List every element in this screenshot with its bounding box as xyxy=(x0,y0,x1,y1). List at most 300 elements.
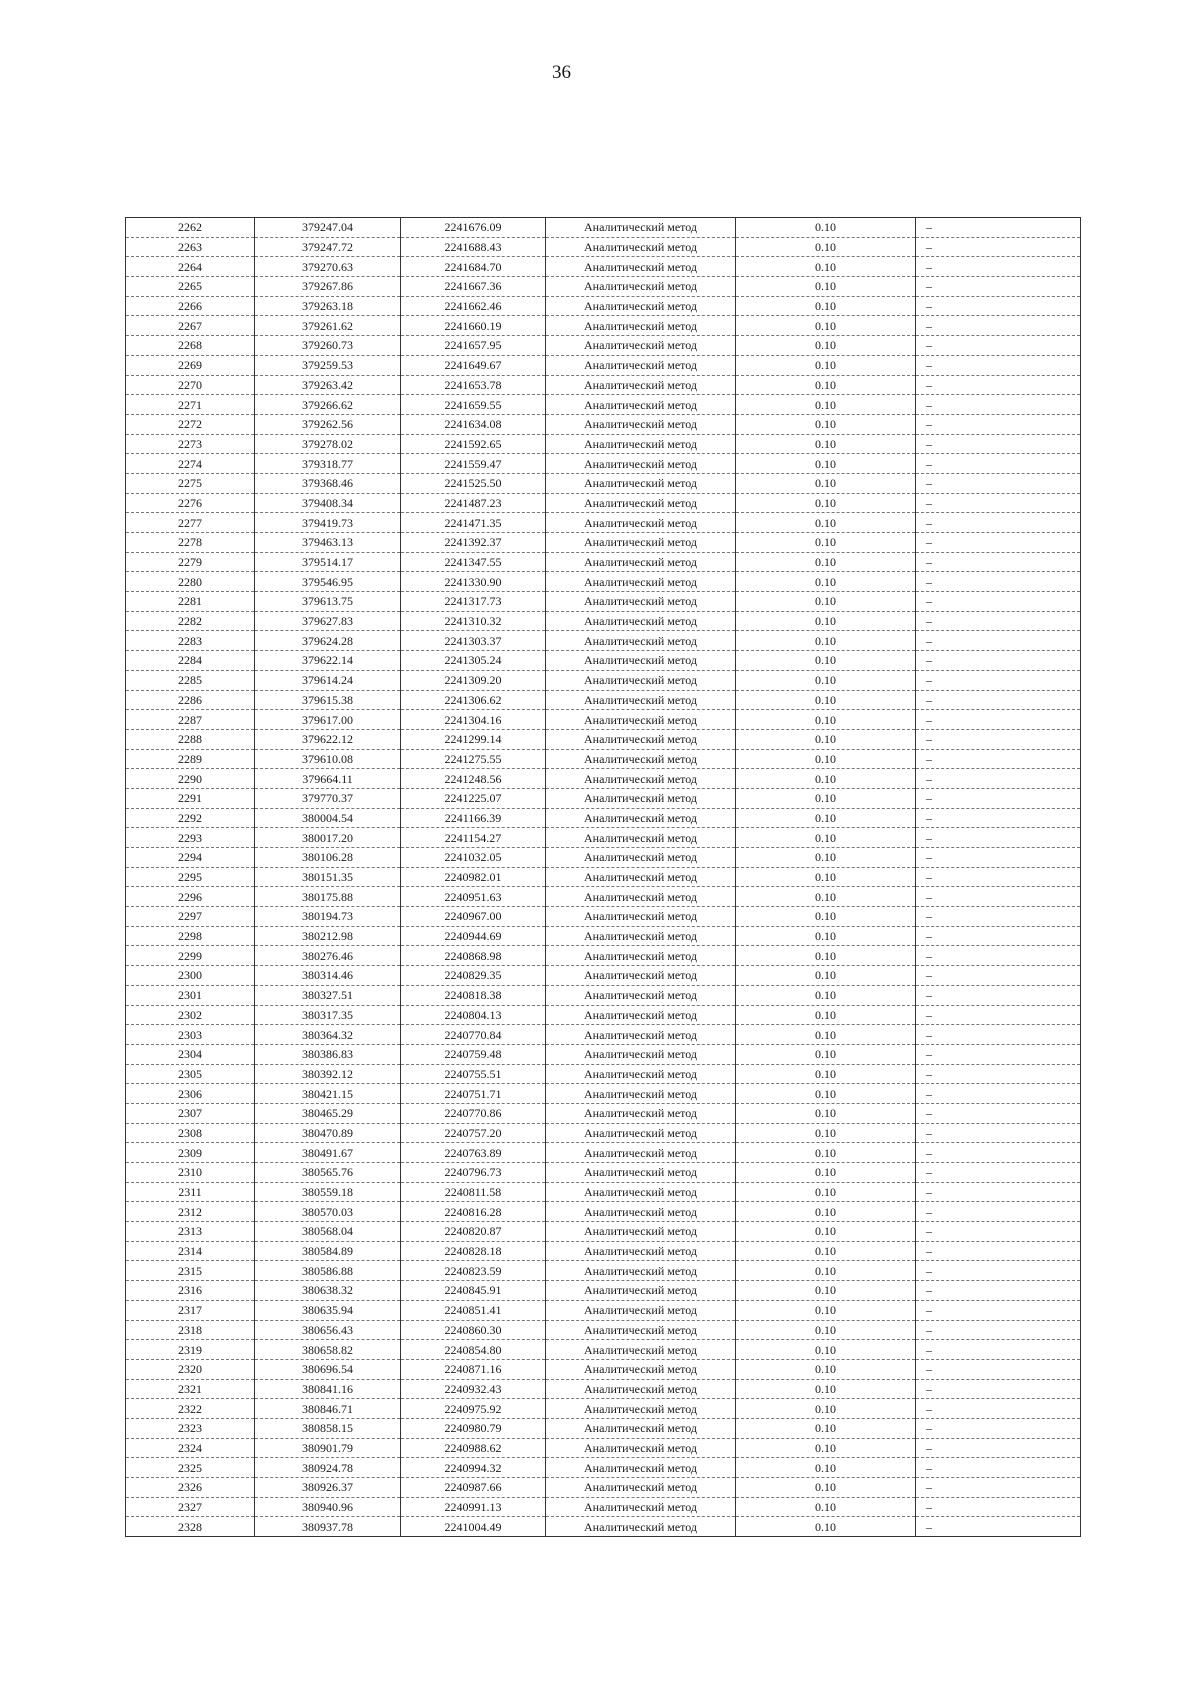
table-row xyxy=(126,1458,1081,1478)
table-row xyxy=(126,985,1081,1005)
point-number-cell: 2268 xyxy=(126,336,255,356)
accuracy-cell: 0.10 xyxy=(736,414,916,434)
x-coordinate-cell: 380421.15 xyxy=(255,1084,401,1104)
y-coordinate-cell: 2241166.39 xyxy=(401,808,546,828)
accuracy-cell: 0.10 xyxy=(736,1163,916,1183)
x-coordinate-cell: 380470.89 xyxy=(255,1123,401,1143)
table-row xyxy=(126,1359,1081,1379)
table-row xyxy=(126,375,1081,395)
accuracy-cell: 0.10 xyxy=(736,1182,916,1202)
y-coordinate-cell: 2241275.55 xyxy=(401,749,546,769)
note-cell: – xyxy=(916,336,1081,356)
table-row xyxy=(126,749,1081,769)
x-coordinate-cell: 379259.53 xyxy=(255,355,401,375)
x-coordinate-cell: 380212.98 xyxy=(255,926,401,946)
table-row xyxy=(126,1103,1081,1123)
table-row xyxy=(126,1044,1081,1064)
x-coordinate-cell: 379419.73 xyxy=(255,513,401,533)
note-cell: – xyxy=(916,1025,1081,1045)
x-coordinate-cell: 379263.42 xyxy=(255,375,401,395)
method-cell: Аналитический метод xyxy=(546,631,736,651)
x-coordinate-cell: 380696.54 xyxy=(255,1359,401,1379)
table-row xyxy=(126,611,1081,631)
note-cell: – xyxy=(916,1478,1081,1498)
point-number-cell: 2320 xyxy=(126,1359,255,1379)
note-cell: – xyxy=(916,1044,1081,1064)
y-coordinate-cell: 2241330.90 xyxy=(401,572,546,592)
accuracy-cell: 0.10 xyxy=(736,1123,916,1143)
point-number-cell: 2283 xyxy=(126,631,255,651)
method-cell: Аналитический метод xyxy=(546,316,736,336)
point-number-cell: 2280 xyxy=(126,572,255,592)
x-coordinate-cell: 379266.62 xyxy=(255,395,401,415)
point-number-cell: 2317 xyxy=(126,1300,255,1320)
x-coordinate-cell: 379664.11 xyxy=(255,769,401,789)
table-row xyxy=(126,1202,1081,1222)
point-number-cell: 2313 xyxy=(126,1222,255,1242)
accuracy-cell: 0.10 xyxy=(736,1064,916,1084)
table-row xyxy=(126,473,1081,493)
note-cell: – xyxy=(916,926,1081,946)
accuracy-cell: 0.10 xyxy=(736,1281,916,1301)
note-cell: – xyxy=(916,218,1081,238)
y-coordinate-cell: 2241304.16 xyxy=(401,710,546,730)
x-coordinate-cell: 380841.16 xyxy=(255,1379,401,1399)
method-cell: Аналитический метод xyxy=(546,1281,736,1301)
table-row xyxy=(126,1517,1081,1537)
x-coordinate-cell: 379261.62 xyxy=(255,316,401,336)
point-number-cell: 2282 xyxy=(126,611,255,631)
note-cell: – xyxy=(916,670,1081,690)
y-coordinate-cell: 2240851.41 xyxy=(401,1300,546,1320)
point-number-cell: 2301 xyxy=(126,985,255,1005)
method-cell: Аналитический метод xyxy=(546,926,736,946)
point-number-cell: 2321 xyxy=(126,1379,255,1399)
note-cell: – xyxy=(916,1517,1081,1537)
accuracy-cell: 0.10 xyxy=(736,513,916,533)
table-row xyxy=(126,1261,1081,1281)
x-coordinate-cell: 379615.38 xyxy=(255,690,401,710)
table-row xyxy=(126,926,1081,946)
accuracy-cell: 0.10 xyxy=(736,828,916,848)
x-coordinate-cell: 379247.72 xyxy=(255,237,401,257)
accuracy-cell: 0.10 xyxy=(736,1399,916,1419)
x-coordinate-cell: 380586.88 xyxy=(255,1261,401,1281)
y-coordinate-cell: 2241305.24 xyxy=(401,651,546,671)
method-cell: Аналитический метод xyxy=(546,788,736,808)
point-number-cell: 2316 xyxy=(126,1281,255,1301)
y-coordinate-cell: 2241004.49 xyxy=(401,1517,546,1537)
note-cell: – xyxy=(916,966,1081,986)
y-coordinate-cell: 2240987.66 xyxy=(401,1478,546,1498)
table-row xyxy=(126,631,1081,651)
point-number-cell: 2314 xyxy=(126,1241,255,1261)
table-row xyxy=(126,1281,1081,1301)
y-coordinate-cell: 2241676.09 xyxy=(401,218,546,238)
x-coordinate-cell: 380106.28 xyxy=(255,848,401,868)
accuracy-cell: 0.10 xyxy=(736,316,916,336)
x-coordinate-cell: 380151.35 xyxy=(255,867,401,887)
method-cell: Аналитический метод xyxy=(546,513,736,533)
method-cell: Аналитический метод xyxy=(546,670,736,690)
x-coordinate-cell: 380924.78 xyxy=(255,1458,401,1478)
note-cell: – xyxy=(916,828,1081,848)
method-cell: Аналитический метод xyxy=(546,1084,736,1104)
point-number-cell: 2291 xyxy=(126,788,255,808)
method-cell: Аналитический метод xyxy=(546,1478,736,1498)
note-cell: – xyxy=(916,1143,1081,1163)
x-coordinate-cell: 380491.67 xyxy=(255,1143,401,1163)
y-coordinate-cell: 2240988.62 xyxy=(401,1438,546,1458)
table-row xyxy=(126,1222,1081,1242)
point-number-cell: 2266 xyxy=(126,296,255,316)
y-coordinate-cell: 2241659.55 xyxy=(401,395,546,415)
table-row xyxy=(126,454,1081,474)
x-coordinate-cell: 380635.94 xyxy=(255,1300,401,1320)
y-coordinate-cell: 2241392.37 xyxy=(401,533,546,553)
table-row xyxy=(126,788,1081,808)
accuracy-cell: 0.10 xyxy=(736,1044,916,1064)
note-cell: – xyxy=(916,552,1081,572)
table-row xyxy=(126,710,1081,730)
accuracy-cell: 0.10 xyxy=(736,493,916,513)
x-coordinate-cell: 380386.83 xyxy=(255,1044,401,1064)
note-cell: – xyxy=(916,1261,1081,1281)
note-cell: – xyxy=(916,651,1081,671)
table-row xyxy=(126,513,1081,533)
x-coordinate-cell: 380570.03 xyxy=(255,1202,401,1222)
method-cell: Аналитический метод xyxy=(546,1438,736,1458)
method-cell: Аналитический метод xyxy=(546,1143,736,1163)
point-number-cell: 2285 xyxy=(126,670,255,690)
note-cell: – xyxy=(916,434,1081,454)
accuracy-cell: 0.10 xyxy=(736,848,916,868)
method-cell: Аналитический метод xyxy=(546,355,736,375)
x-coordinate-cell: 380658.82 xyxy=(255,1340,401,1360)
x-coordinate-cell: 380926.37 xyxy=(255,1478,401,1498)
y-coordinate-cell: 2240871.16 xyxy=(401,1359,546,1379)
note-cell: – xyxy=(916,1202,1081,1222)
y-coordinate-cell: 2241154.27 xyxy=(401,828,546,848)
method-cell: Аналитический метод xyxy=(546,257,736,277)
note-cell: – xyxy=(916,1182,1081,1202)
accuracy-cell: 0.10 xyxy=(736,592,916,612)
accuracy-cell: 0.10 xyxy=(736,1202,916,1222)
point-number-cell: 2318 xyxy=(126,1320,255,1340)
table-row xyxy=(126,1025,1081,1045)
table-row xyxy=(126,1399,1081,1419)
method-cell: Аналитический метод xyxy=(546,729,736,749)
table-row xyxy=(126,1418,1081,1438)
y-coordinate-cell: 2241662.46 xyxy=(401,296,546,316)
method-cell: Аналитический метод xyxy=(546,1300,736,1320)
table-row xyxy=(126,670,1081,690)
accuracy-cell: 0.10 xyxy=(736,1241,916,1261)
point-number-cell: 2276 xyxy=(126,493,255,513)
table-row xyxy=(126,690,1081,710)
y-coordinate-cell: 2240804.13 xyxy=(401,1005,546,1025)
method-cell: Аналитический метод xyxy=(546,1320,736,1340)
y-coordinate-cell: 2240860.30 xyxy=(401,1320,546,1340)
point-number-cell: 2297 xyxy=(126,907,255,927)
accuracy-cell: 0.10 xyxy=(736,277,916,297)
table-row xyxy=(126,1005,1081,1025)
note-cell: – xyxy=(916,946,1081,966)
point-number-cell: 2327 xyxy=(126,1497,255,1517)
y-coordinate-cell: 2241634.08 xyxy=(401,414,546,434)
accuracy-cell: 0.10 xyxy=(736,1025,916,1045)
method-cell: Аналитический метод xyxy=(546,1222,736,1242)
y-coordinate-cell: 2240751.71 xyxy=(401,1084,546,1104)
method-cell: Аналитический метод xyxy=(546,533,736,553)
table-row xyxy=(126,1241,1081,1261)
accuracy-cell: 0.10 xyxy=(736,729,916,749)
y-coordinate-cell: 2240994.32 xyxy=(401,1458,546,1478)
point-number-cell: 2298 xyxy=(126,926,255,946)
method-cell: Аналитический метод xyxy=(546,434,736,454)
accuracy-cell: 0.10 xyxy=(736,1359,916,1379)
point-number-cell: 2275 xyxy=(126,473,255,493)
note-cell: – xyxy=(916,473,1081,493)
accuracy-cell: 0.10 xyxy=(736,473,916,493)
point-number-cell: 2319 xyxy=(126,1340,255,1360)
note-cell: – xyxy=(916,237,1081,257)
y-coordinate-cell: 2241317.73 xyxy=(401,592,546,612)
y-coordinate-cell: 2240823.59 xyxy=(401,1261,546,1281)
method-cell: Аналитический метод xyxy=(546,828,736,848)
method-cell: Аналитический метод xyxy=(546,1399,736,1419)
method-cell: Аналитический метод xyxy=(546,1064,736,1084)
note-cell: – xyxy=(916,375,1081,395)
accuracy-cell: 0.10 xyxy=(736,375,916,395)
point-number-cell: 2302 xyxy=(126,1005,255,1025)
x-coordinate-cell: 379514.17 xyxy=(255,552,401,572)
table-row xyxy=(126,592,1081,612)
y-coordinate-cell: 2241347.55 xyxy=(401,552,546,572)
method-cell: Аналитический метод xyxy=(546,1261,736,1281)
x-coordinate-cell: 380937.78 xyxy=(255,1517,401,1537)
method-cell: Аналитический метод xyxy=(546,414,736,434)
x-coordinate-cell: 380559.18 xyxy=(255,1182,401,1202)
table-row xyxy=(126,533,1081,553)
x-coordinate-cell: 379408.34 xyxy=(255,493,401,513)
x-coordinate-cell: 379247.04 xyxy=(255,218,401,238)
point-number-cell: 2292 xyxy=(126,808,255,828)
y-coordinate-cell: 2240980.79 xyxy=(401,1418,546,1438)
note-cell: – xyxy=(916,887,1081,907)
x-coordinate-cell: 380584.89 xyxy=(255,1241,401,1261)
table-row xyxy=(126,1497,1081,1517)
method-cell: Аналитический метод xyxy=(546,1005,736,1025)
page-number: 36 xyxy=(552,62,571,83)
point-number-cell: 2323 xyxy=(126,1418,255,1438)
table-row xyxy=(126,414,1081,434)
note-cell: – xyxy=(916,1163,1081,1183)
note-cell: – xyxy=(916,355,1081,375)
note-cell: – xyxy=(916,277,1081,297)
note-cell: – xyxy=(916,1418,1081,1438)
coordinates-table xyxy=(125,217,1081,1537)
note-cell: – xyxy=(916,769,1081,789)
accuracy-cell: 0.10 xyxy=(736,1084,916,1104)
x-coordinate-cell: 380327.51 xyxy=(255,985,401,1005)
method-cell: Аналитический метод xyxy=(546,493,736,513)
table-row xyxy=(126,1300,1081,1320)
table-row xyxy=(126,552,1081,572)
table-row xyxy=(126,1379,1081,1399)
table-row xyxy=(126,729,1081,749)
table-row xyxy=(126,1340,1081,1360)
method-cell: Аналитический метод xyxy=(546,218,736,238)
x-coordinate-cell: 380314.46 xyxy=(255,966,401,986)
point-number-cell: 2322 xyxy=(126,1399,255,1419)
table-row xyxy=(126,257,1081,277)
y-coordinate-cell: 2241487.23 xyxy=(401,493,546,513)
table-row xyxy=(126,316,1081,336)
note-cell: – xyxy=(916,1084,1081,1104)
note-cell: – xyxy=(916,1064,1081,1084)
y-coordinate-cell: 2241649.67 xyxy=(401,355,546,375)
point-number-cell: 2315 xyxy=(126,1261,255,1281)
x-coordinate-cell: 380565.76 xyxy=(255,1163,401,1183)
method-cell: Аналитический метод xyxy=(546,749,736,769)
point-number-cell: 2293 xyxy=(126,828,255,848)
method-cell: Аналитический метод xyxy=(546,1182,736,1202)
point-number-cell: 2279 xyxy=(126,552,255,572)
y-coordinate-cell: 2241309.20 xyxy=(401,670,546,690)
table-row xyxy=(126,946,1081,966)
x-coordinate-cell: 379278.02 xyxy=(255,434,401,454)
point-number-cell: 2263 xyxy=(126,237,255,257)
method-cell: Аналитический метод xyxy=(546,690,736,710)
y-coordinate-cell: 2240982.01 xyxy=(401,867,546,887)
point-number-cell: 2294 xyxy=(126,848,255,868)
point-number-cell: 2288 xyxy=(126,729,255,749)
point-number-cell: 2312 xyxy=(126,1202,255,1222)
note-cell: – xyxy=(916,414,1081,434)
point-number-cell: 2265 xyxy=(126,277,255,297)
table-row xyxy=(126,1478,1081,1498)
x-coordinate-cell: 379463.13 xyxy=(255,533,401,553)
point-number-cell: 2271 xyxy=(126,395,255,415)
table-row xyxy=(126,1123,1081,1143)
method-cell: Аналитический метод xyxy=(546,946,736,966)
point-number-cell: 2295 xyxy=(126,867,255,887)
x-coordinate-cell: 380638.32 xyxy=(255,1281,401,1301)
x-coordinate-cell: 380940.96 xyxy=(255,1497,401,1517)
point-number-cell: 2308 xyxy=(126,1123,255,1143)
note-cell: – xyxy=(916,1399,1081,1419)
method-cell: Аналитический метод xyxy=(546,1202,736,1222)
x-coordinate-cell: 380656.43 xyxy=(255,1320,401,1340)
point-number-cell: 2290 xyxy=(126,769,255,789)
note-cell: – xyxy=(916,533,1081,553)
accuracy-cell: 0.10 xyxy=(736,1261,916,1281)
y-coordinate-cell: 2240829.35 xyxy=(401,966,546,986)
note-cell: – xyxy=(916,513,1081,533)
note-cell: – xyxy=(916,1458,1081,1478)
accuracy-cell: 0.10 xyxy=(736,966,916,986)
method-cell: Аналитический метод xyxy=(546,848,736,868)
y-coordinate-cell: 2240770.84 xyxy=(401,1025,546,1045)
point-number-cell: 2324 xyxy=(126,1438,255,1458)
method-cell: Аналитический метод xyxy=(546,454,736,474)
method-cell: Аналитический метод xyxy=(546,1123,736,1143)
note-cell: – xyxy=(916,907,1081,927)
method-cell: Аналитический метод xyxy=(546,572,736,592)
y-coordinate-cell: 2241310.32 xyxy=(401,611,546,631)
x-coordinate-cell: 380017.20 xyxy=(255,828,401,848)
x-coordinate-cell: 379622.12 xyxy=(255,729,401,749)
point-number-cell: 2304 xyxy=(126,1044,255,1064)
method-cell: Аналитический метод xyxy=(546,277,736,297)
note-cell: – xyxy=(916,592,1081,612)
accuracy-cell: 0.10 xyxy=(736,1458,916,1478)
note-cell: – xyxy=(916,395,1081,415)
accuracy-cell: 0.10 xyxy=(736,1379,916,1399)
x-coordinate-cell: 379614.24 xyxy=(255,670,401,690)
y-coordinate-cell: 2241471.35 xyxy=(401,513,546,533)
point-number-cell: 2326 xyxy=(126,1478,255,1498)
x-coordinate-cell: 380317.35 xyxy=(255,1005,401,1025)
y-coordinate-cell: 2241225.07 xyxy=(401,788,546,808)
accuracy-cell: 0.10 xyxy=(736,1222,916,1242)
note-cell: – xyxy=(916,1103,1081,1123)
accuracy-cell: 0.10 xyxy=(736,296,916,316)
y-coordinate-cell: 2240796.73 xyxy=(401,1163,546,1183)
y-coordinate-cell: 2241688.43 xyxy=(401,237,546,257)
x-coordinate-cell: 379622.14 xyxy=(255,651,401,671)
y-coordinate-cell: 2241684.70 xyxy=(401,257,546,277)
accuracy-cell: 0.10 xyxy=(736,237,916,257)
point-number-cell: 2286 xyxy=(126,690,255,710)
accuracy-cell: 0.10 xyxy=(736,257,916,277)
note-cell: – xyxy=(916,729,1081,749)
method-cell: Аналитический метод xyxy=(546,1163,736,1183)
table-row xyxy=(126,828,1081,848)
x-coordinate-cell: 379267.86 xyxy=(255,277,401,297)
point-number-cell: 2267 xyxy=(126,316,255,336)
method-cell: Аналитический метод xyxy=(546,907,736,927)
table-row xyxy=(126,336,1081,356)
table-row xyxy=(126,808,1081,828)
point-number-cell: 2310 xyxy=(126,1163,255,1183)
accuracy-cell: 0.10 xyxy=(736,1103,916,1123)
x-coordinate-cell: 380004.54 xyxy=(255,808,401,828)
note-cell: – xyxy=(916,1359,1081,1379)
method-cell: Аналитический метод xyxy=(546,1359,736,1379)
table-row xyxy=(126,493,1081,513)
point-number-cell: 2270 xyxy=(126,375,255,395)
coordinates-table-body xyxy=(126,218,1081,1537)
note-cell: – xyxy=(916,867,1081,887)
method-cell: Аналитический метод xyxy=(546,1418,736,1438)
method-cell: Аналитический метод xyxy=(546,985,736,1005)
point-number-cell: 2284 xyxy=(126,651,255,671)
note-cell: – xyxy=(916,611,1081,631)
y-coordinate-cell: 2240820.87 xyxy=(401,1222,546,1242)
accuracy-cell: 0.10 xyxy=(736,1320,916,1340)
accuracy-cell: 0.10 xyxy=(736,1005,916,1025)
table-row xyxy=(126,1064,1081,1084)
y-coordinate-cell: 2241306.62 xyxy=(401,690,546,710)
accuracy-cell: 0.10 xyxy=(736,788,916,808)
method-cell: Аналитический метод xyxy=(546,710,736,730)
table-row xyxy=(126,651,1081,671)
note-cell: – xyxy=(916,493,1081,513)
x-coordinate-cell: 379627.83 xyxy=(255,611,401,631)
y-coordinate-cell: 2241657.95 xyxy=(401,336,546,356)
